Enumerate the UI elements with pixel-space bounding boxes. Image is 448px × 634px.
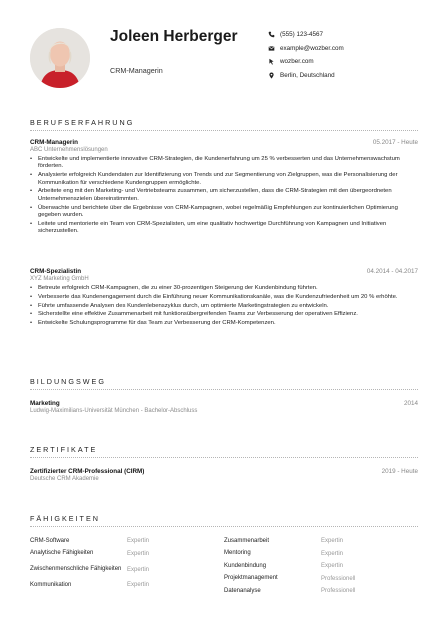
- company-name: XYZ Marketing GmbH: [30, 276, 89, 282]
- bullet-item: • Betreute erfolgreich CRM-Kampagnen, die zu einer 30-prozentigen Steigerung der Kundenbindung führten.: [30, 285, 418, 292]
- resume-header: [0, 0, 448, 110]
- section-divider: [30, 130, 418, 131]
- skill-item: [224, 573, 418, 586]
- skill-level: Expertin: [321, 550, 344, 557]
- skill-name: Analytische Fähigkeiten: [30, 550, 94, 557]
- skill-item: [224, 560, 418, 573]
- institution-name: Ludwig-Maximilians-Universität München - Bachelor-Abschluss: [30, 408, 198, 414]
- job-title: CRM-Spezialistin: [30, 268, 82, 275]
- skill-item: [224, 535, 418, 548]
- website-text: wozber.com: [280, 58, 314, 66]
- contact-phone: [268, 28, 344, 42]
- experience-entry: [30, 268, 418, 329]
- phone-text: (555) 123-4567: [280, 31, 324, 39]
- skill-name: Projektmanagement: [224, 575, 278, 582]
- certificate-issuer: Deutsche CRM Akademie: [30, 476, 99, 482]
- skill-item: [224, 585, 418, 598]
- skill-level: Expertin: [127, 538, 150, 545]
- skill-name: Datenanalyse: [224, 587, 261, 594]
- experience-entry: [30, 139, 418, 237]
- skill-name: Zusammenarbeit: [224, 537, 270, 544]
- profile-photo-icon: [30, 28, 90, 88]
- skill-level: Professionell: [321, 575, 356, 582]
- job-title: CRM-Managerin: [30, 139, 78, 146]
- location-pin-icon: [268, 72, 280, 79]
- education-entry: [30, 400, 418, 414]
- degree-title: Marketing: [30, 400, 60, 407]
- skill-item: [30, 560, 224, 579]
- skills-grid: [30, 535, 418, 598]
- skill-level: Expertin: [127, 566, 150, 573]
- skill-name: Zwischenmenschliche Fähigkeiten: [30, 565, 122, 572]
- bullet-item: • Sicherstellte eine effektive Zusammenarbeit mit funktionsübergreifenden Teams zur Verbesserung der operativen Effizienz.: [30, 311, 418, 318]
- section-divider: [30, 457, 418, 458]
- contact-location: [268, 69, 344, 83]
- bullet-item: • Arbeitete eng mit den Marketing- und Vertriebsteams zusammen, um sicherzustellen, dass die CRM-Strategien mit den übergeordneten Unternehmenszielen übereinstimmten.: [30, 188, 418, 203]
- skill-name: Kundenbindung: [224, 562, 267, 569]
- skill-name: Mentoring: [224, 550, 251, 557]
- section-title-experience: BERUFSERFAHRUNG: [30, 118, 135, 127]
- bullet-item: • Leitete und mentorierte ein Team von CRM-Spezialisten, um eine qualitativ hochwertige Durchführung von Kampagnen und Initiativen sicherzustellen.: [30, 221, 418, 236]
- skill-name: Kommunikation: [30, 581, 72, 588]
- bullet-item: • Überwachte und berichtete über die Ergebnisse von CRM-Kampagnen, wobei regelmäßig Empfehlungen zur kontinuierlichen Optimierung gegeben wurden.: [30, 205, 418, 220]
- candidate-role: CRM-Managerin: [110, 66, 163, 75]
- phone-icon: [268, 31, 280, 38]
- bullet-item: • Entwickelte und implementierte innovative CRM-Strategien, die Kundenerfahrung um 25 % verbesserten und das Unternehmenswachstum förderten.: [30, 156, 418, 171]
- bullet-item: • Verbesserte das Kundenengagement durch die Einführung neuer Kommunikationskanäle, was die Kundenzufriedenheit um 20 % erhöhte.: [30, 294, 418, 301]
- skill-level: Expertin: [127, 550, 150, 557]
- section-title-skills: FÄHIGKEITEN: [30, 514, 100, 523]
- skill-level: Expertin: [321, 538, 344, 545]
- skill-item: [224, 548, 418, 561]
- certificate-date: 2019 - Heute: [381, 468, 418, 475]
- section-title-certificates: ZERTIFIKATE: [30, 445, 98, 454]
- job-bullets: [30, 285, 418, 328]
- bullet-item: • Führte umfassende Analysen des Kundenlebenszyklus durch, um optimierte Marketingstrategien zu entwickeln.: [30, 303, 418, 310]
- link-icon: [268, 58, 280, 65]
- section-divider: [30, 526, 418, 527]
- section-title-education: BILDUNGSWEG: [30, 377, 106, 386]
- education-date: 2014: [403, 400, 418, 407]
- certificate-title: Zertifizierter CRM-Professional (CIRM): [30, 468, 145, 475]
- location-text: Berlin, Deutschland: [280, 71, 335, 79]
- contact-email[interactable]: [268, 42, 344, 56]
- bullet-item: • Entwickelte Schulungsprogramme für das Team zur Verbesserung der CRM-Kompetenzen.: [30, 320, 418, 327]
- contact-list: [268, 28, 344, 82]
- skill-level: Expertin: [127, 582, 150, 589]
- job-date: 04.2014 - 04.2017: [366, 268, 418, 275]
- skill-item: [30, 548, 224, 561]
- avatar: [30, 28, 90, 88]
- bullet-item: • Analysierte erfolgreich Kundendaten zur Identifizierung von Trends und zur Segmentierung von Zielgruppen, was die Personalisierung der Kommunikation für verschiedene Kundengruppen ermöglichte.: [30, 172, 418, 187]
- skill-name: CRM-Software: [30, 537, 70, 544]
- company-name: ABC Unternehmenslösungen: [30, 147, 108, 153]
- skills-column-left: [30, 535, 224, 598]
- email-text: example@wozber.com: [280, 44, 344, 52]
- job-bullets: [30, 156, 418, 236]
- skill-item: [30, 535, 224, 548]
- job-date: 05.2017 - Heute: [372, 139, 418, 146]
- email-icon: [268, 45, 280, 52]
- skills-column-right: [224, 535, 418, 598]
- contact-website[interactable]: [268, 55, 344, 69]
- section-divider: [30, 389, 418, 390]
- skill-item: [30, 579, 224, 592]
- candidate-name: Joleen Herberger: [110, 28, 238, 45]
- skill-level: Professionell: [321, 588, 356, 595]
- certificate-entry: [30, 468, 418, 482]
- skill-level: Expertin: [321, 563, 344, 570]
